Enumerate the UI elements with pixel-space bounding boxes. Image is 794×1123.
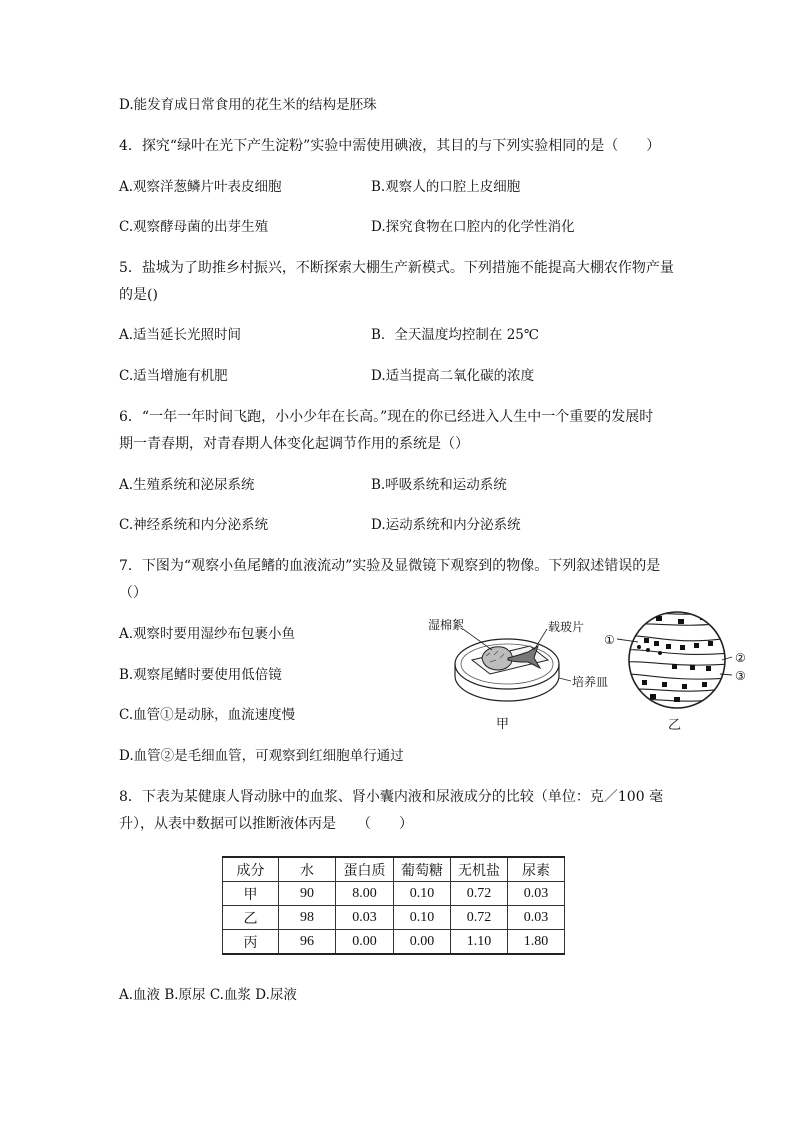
table-header-cell: 无机盐 xyxy=(451,857,508,882)
table-cell: 1.10 xyxy=(451,930,508,955)
q7-stem-line2: （） xyxy=(119,585,147,601)
caption-jia: 甲 xyxy=(496,717,510,732)
table-cell: 0.00 xyxy=(394,930,451,955)
marker-1: ① xyxy=(604,633,615,647)
table-header-cell: 成分 xyxy=(223,857,279,882)
q4-option-b: B.观察人的口腔上皮细胞 xyxy=(371,179,521,195)
q4-option-a: A.观察洋葱鳞片叶表皮细胞 xyxy=(119,179,282,195)
q4-option-c: C.观察酵母菌的出芽生殖 xyxy=(119,219,269,235)
table-cell: 0.10 xyxy=(394,882,451,906)
caption-yi: 乙 xyxy=(668,718,682,733)
q7-stem-line1: 7．下图为“观察小鱼尾鳍的血液流动”实验及显微镜下观察到的物像。下列叙述错误的是 xyxy=(119,558,661,574)
q7-option-c: C.血管①是动脉，血流速度慢 xyxy=(119,707,296,723)
table-header-row xyxy=(223,857,565,882)
q8-data-table xyxy=(222,856,565,955)
petri-dish-illustration xyxy=(455,629,571,701)
table-cell: 90 xyxy=(279,882,336,906)
q5-stem-line1: 5．盐城为了助推乡村振兴，不断探索大棚生产新模式。下列措施不能提高大棚农作物产量 xyxy=(119,260,674,276)
q5-option-d: D.适当提高二氧化碳的浓度 xyxy=(371,368,535,384)
q8-stem-line2: 升），从表中数据可以推断液体丙是 （ ） xyxy=(119,816,413,832)
table-cell: 丙 xyxy=(223,930,279,955)
q7-option-b: B.观察尾鳍时要使用低倍镜 xyxy=(119,667,282,683)
q8-stem-line1: 8．下表为某健康人肾动脉中的血浆、肾小囊内液和尿液成分的比较（单位：克／100 毫 xyxy=(119,789,664,805)
q5-stem-line2: 的是() xyxy=(119,287,158,303)
table-cell: 乙 xyxy=(223,906,279,930)
q5-option-b: B．全天温度均控制在 25℃ xyxy=(371,327,539,343)
table-cell: 甲 xyxy=(223,882,279,906)
table-cell: 1.80 xyxy=(508,930,565,955)
label-petri-dish: 培养皿 xyxy=(572,675,609,689)
q5-option-c: C.适当增施有机肥 xyxy=(119,368,228,384)
table-header-cell: 水 xyxy=(279,857,336,882)
table-cell: 0.72 xyxy=(451,906,508,930)
marker-3: ③ xyxy=(735,669,746,683)
q6-stem-line2: 期一青春期，对青春期人体变化起调节作用的系统是（） xyxy=(119,436,469,452)
q7-option-d: D.血管②是毛细血管，可观察到红细胞单行通过 xyxy=(119,748,404,764)
q6-option-b: B.呼吸系统和运动系统 xyxy=(371,477,507,493)
q6-option-d: D.运动系统和内分泌系统 xyxy=(371,517,521,533)
q6-option-c: C.神经系统和内分泌系统 xyxy=(119,517,269,533)
table-header-cell: 蛋白质 xyxy=(336,857,394,882)
q7-option-a: A.观察时要用湿纱布包裹小鱼 xyxy=(119,626,296,642)
microscope-view-illustration xyxy=(617,610,732,708)
table-cell: 0.03 xyxy=(336,906,394,930)
label-wet-cotton: 湿棉絮 xyxy=(428,618,465,632)
q8-options: A.血液 B.原尿 C.血浆 D.尿液 xyxy=(119,987,297,1003)
table-cell: 0.10 xyxy=(394,906,451,930)
table-cell: 96 xyxy=(279,930,336,955)
table-row xyxy=(223,930,565,955)
marker-2: ② xyxy=(735,651,746,665)
label-glass-slide: 载玻片 xyxy=(548,620,585,634)
table-cell: 0.72 xyxy=(451,882,508,906)
table-header-cell: 葡萄糖 xyxy=(394,857,451,882)
q7-figure xyxy=(410,598,780,743)
table-cell: 0.03 xyxy=(508,906,565,930)
q5-option-a: A.适当延长光照时间 xyxy=(119,327,242,343)
table-row xyxy=(223,882,565,906)
table-cell: 8.00 xyxy=(336,882,394,906)
q3-option-d: D.能发育成日常食用的花生米的结构是胚珠 xyxy=(119,97,377,113)
table-cell: 0.00 xyxy=(336,930,394,955)
q6-option-a: A.生殖系统和泌尿系统 xyxy=(119,477,255,493)
q4-option-d: D.探究食物在口腔内的化学性消化 xyxy=(371,219,575,235)
table-header-cell: 尿素 xyxy=(508,857,565,882)
q4-stem: 4．探究“绿叶在光下产生淀粉”实验中需使用碘液，其目的与下列实验相同的是（ ） xyxy=(119,138,661,154)
table-row xyxy=(223,906,565,930)
q6-stem-line1: 6．“一年一年时间飞跑，小小少年在长高。”现在的你已经进入人生中一个重要的发展时 xyxy=(119,409,654,425)
table-cell: 0.03 xyxy=(508,882,565,906)
table-cell: 98 xyxy=(279,906,336,930)
